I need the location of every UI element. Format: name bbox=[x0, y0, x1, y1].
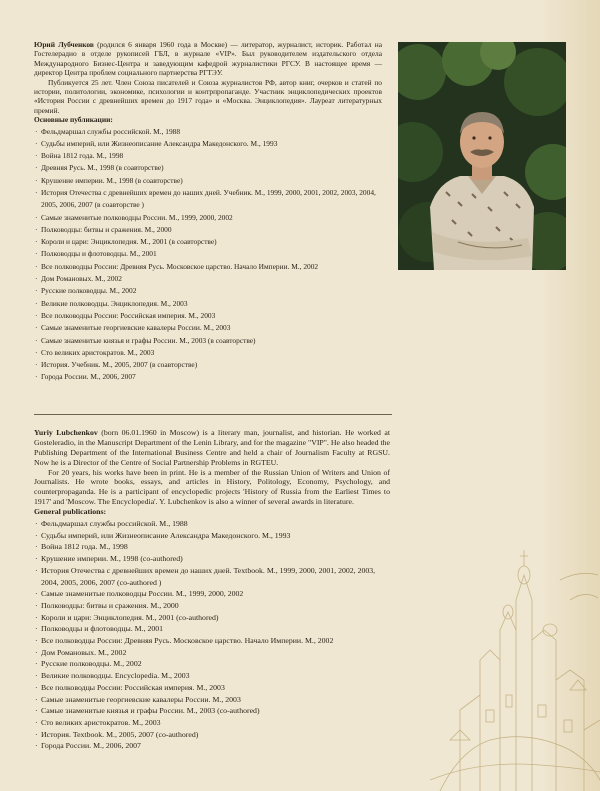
list-item: · Города России. М., 2006, 2007 bbox=[34, 740, 390, 752]
list-item: · Короли и цари: Энциклопедия. М., 2001 (в соавторстве) bbox=[34, 236, 382, 248]
russian-intro-paragraph bbox=[34, 40, 382, 78]
author-photo bbox=[398, 42, 566, 270]
list-item: · Города России. М., 2006, 2007 bbox=[34, 371, 382, 383]
russian-career-paragraph: Публикуется 25 лет. Член Союза писателей и Союза журналистов РФ, автор книг, очерков и статей по истории, политологии, экономике, психологии и контрпропаганде. Участник энциклопедических проектов «История России с древнейших времен до 1917 года» и «Москва. Энциклопедия». Лауреат литературных премий. bbox=[34, 77, 382, 115]
english-career-paragraph: For 20 years, his works have been in print. He is a member of the Russian Union of Writers and Union of Journalists. He wrote books, essays, and articles in History, Politology, Economy, Psychology, and counterpropaganda. He is a participant of encyclopedic projects 'History of Russia from the Earliest Times to 1917' and 'Moscow. The Encyclopedia'. Y. Lubchenkov is also a winner of several awards in literature. bbox=[34, 467, 390, 507]
city-engraving-illustration bbox=[420, 480, 600, 791]
list-item: · Судьбы империй, или Жизнеописание Александра Македонского. М., 1993 bbox=[34, 530, 390, 542]
list-item: · Самые знаменитые князья и графы России. М., 2003 (в соавторстве) bbox=[34, 335, 382, 347]
publications-heading-ru: Основные публикации: bbox=[34, 115, 113, 125]
list-item: · Русские полководцы. М., 2002 bbox=[34, 285, 382, 297]
list-item: · Война 1812 года. М., 1998 bbox=[34, 541, 390, 553]
list-item: · Великие полководцы. Энциклопедия. М., 2003 bbox=[34, 298, 382, 310]
list-item: · История. Textbook. М., 2005, 2007 (co-authored) bbox=[34, 729, 390, 741]
list-item: · Все полководцы России: Древняя Русь. Московское царство. Начало Империи. М., 2002 bbox=[34, 635, 390, 647]
russian-biography bbox=[34, 40, 382, 384]
author-intro-en: (born 06.01.1960 in Moscow) is a literary man, journalist, and historian. He worked at Gostelеradio, in the Manuscript Department of the Lenin Library, and for the magazine "VIP". He also headed the Publishing Department of the International Business Centre and held a chair of Journalism Faculty at RGSU. Now he is a Director of the Centre of Social Partnership Problems in RGTEU. bbox=[34, 428, 391, 467]
list-item: · Полководцы: битвы и сражения. М., 2000 bbox=[34, 600, 390, 612]
english-biography bbox=[34, 428, 390, 752]
list-item: · История. Учебник. М., 2005, 2007 (в соавторстве) bbox=[34, 359, 382, 371]
list-item: · Дом Романовых. М., 2002 bbox=[34, 647, 390, 659]
list-item: · Самые знаменитые полководцы России. М., 1999, 2000, 2002 bbox=[34, 212, 382, 224]
list-item: · Короли и цари: Энциклопедия. М., 2001 (co-authored) bbox=[34, 612, 390, 624]
list-item: · Полководцы и флотоводцы. М., 2001 bbox=[34, 248, 382, 260]
list-item: · Великие полководцы. Encyclopedia. М., 2003 bbox=[34, 670, 390, 682]
list-item: · Сто великих аристократов. М., 2003 bbox=[34, 347, 382, 359]
author-name-ru: Юрий Лубченков bbox=[34, 40, 94, 49]
publications-list-ru bbox=[34, 126, 382, 384]
list-item: · Крушение империи. М., 1998 (co-authored) bbox=[34, 553, 390, 565]
list-item: · Самые знаменитые князья и графы России. М., 2003 (co-authored) bbox=[34, 705, 390, 717]
author-intro-ru: (родился 6 января 1960 года в Москве) — литератор, журналист, историк. Работал на Гостелерадио в отделе рукописей ГБЛ, в журнале «VIP». Был руководителем издательского отдела Международного Бизнес-Центра и заведующим кафедрой журналистики РГСУ. В настоящее время — директор Центра проблем социального партнерства РГТЭУ. bbox=[34, 40, 382, 78]
publications-heading-en: General publications: bbox=[34, 507, 107, 517]
list-item: · Самые знаменитые полководцы России. М., 1999, 2000, 2002 bbox=[34, 588, 390, 600]
list-item: · Древняя Русь. М., 1998 (в соавторстве) bbox=[34, 162, 382, 174]
section-divider bbox=[34, 414, 392, 415]
list-item: · Фельдмаршал службы российской. М., 1988 bbox=[34, 126, 382, 138]
list-item: · Крушение империи. М., 1998 (в соавторстве) bbox=[34, 175, 382, 187]
english-intro-paragraph bbox=[34, 428, 390, 468]
list-item: · Все полководцы России: Российская империя. М., 2003 bbox=[34, 682, 390, 694]
list-item: · История Отечества с древнейших времен до наших дней. Textbook. М., 1999, 2000, 2001, 2002, 2003, 2004, 2005, 2006, 2007 (co-authored ) bbox=[34, 565, 390, 588]
list-item: · Дом Романовых. М., 2002 bbox=[34, 273, 382, 285]
list-item: · Самые знаменитые георгиевские кавалеры России. М., 2003 bbox=[34, 322, 382, 334]
publications-list-en bbox=[34, 518, 390, 752]
list-item: · Все полководцы России: Древняя Русь. Московское царство. Начало Империи. М., 2002 bbox=[34, 261, 382, 273]
list-item: · История Отечества с древнейших времен до наших дней. Учебник. М., 1999, 2000, 2001, 2002, 2003, 2004, 2005, 2006, 2007 (в соавторстве ) bbox=[34, 187, 382, 212]
list-item: · Полководцы и флотоводцы. М., 2001 bbox=[34, 623, 390, 635]
list-item: · Судьбы империй, или Жизнеописание Александра Македонского. М., 1993 bbox=[34, 138, 382, 150]
list-item: · Фельдмаршал службы российской. М., 1988 bbox=[34, 518, 390, 530]
list-item: · Сто великих аристократов. М., 2003 bbox=[34, 717, 390, 729]
list-item: · Война 1812 года. М., 1998 bbox=[34, 150, 382, 162]
list-item: · Полководцы: битвы и сражения. М., 2000 bbox=[34, 224, 382, 236]
author-name-en: Yuriy Lubchenkov bbox=[34, 428, 98, 437]
list-item: · Самые знаменитые георгиевские кавалеры России. М., 2003 bbox=[34, 694, 390, 706]
list-item: · Все полководцы России: Российская империя. М., 2003 bbox=[34, 310, 382, 322]
list-item: · Русские полководцы. М., 2002 bbox=[34, 658, 390, 670]
